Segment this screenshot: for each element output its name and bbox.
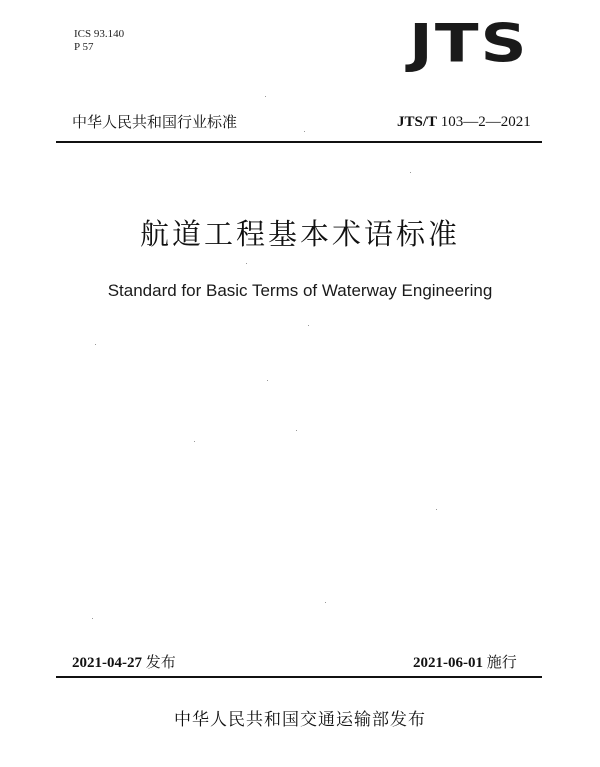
effective-date-block	[413, 651, 517, 672]
scan-speck	[410, 172, 411, 173]
standard-code	[397, 113, 531, 131]
jts-logo: JTS	[409, 13, 529, 75]
publisher-line: 中华人民共和国交通运输部发布	[174, 710, 426, 730]
document-subtitle-en: Standard for Basic Terms of Waterway Engineering	[107, 281, 493, 300]
document-title: 航道工程基本术语标准	[139, 217, 460, 251]
scan-speck	[92, 618, 93, 619]
effective-label: 施行	[486, 653, 517, 671]
issue-date: 2021-04-27	[72, 655, 142, 671]
issue-label: 发布	[145, 653, 176, 671]
scan-speck	[296, 430, 297, 431]
issue-date-block	[72, 651, 176, 672]
scan-speck	[95, 344, 96, 345]
scan-speck	[246, 263, 247, 264]
scan-speck	[308, 325, 309, 326]
ics-code: ICS 93.140	[74, 28, 125, 40]
standard-code-number: 103—2—2021	[440, 114, 531, 130]
scan-speck	[304, 131, 305, 132]
category-code: P 57	[74, 41, 94, 53]
classification-block	[74, 28, 124, 54]
scan-speck	[436, 509, 437, 510]
header-divider	[56, 141, 542, 143]
footer-divider	[56, 676, 542, 678]
scan-speck	[265, 96, 266, 97]
standard-code-prefix: JTS/T	[397, 114, 438, 130]
effective-date: 2021-06-01	[413, 655, 483, 671]
scan-speck	[267, 380, 268, 381]
scan-speck	[325, 602, 326, 603]
scan-speck	[194, 441, 195, 442]
industry-standard-label: 中华人民共和国行业标准	[72, 113, 238, 131]
